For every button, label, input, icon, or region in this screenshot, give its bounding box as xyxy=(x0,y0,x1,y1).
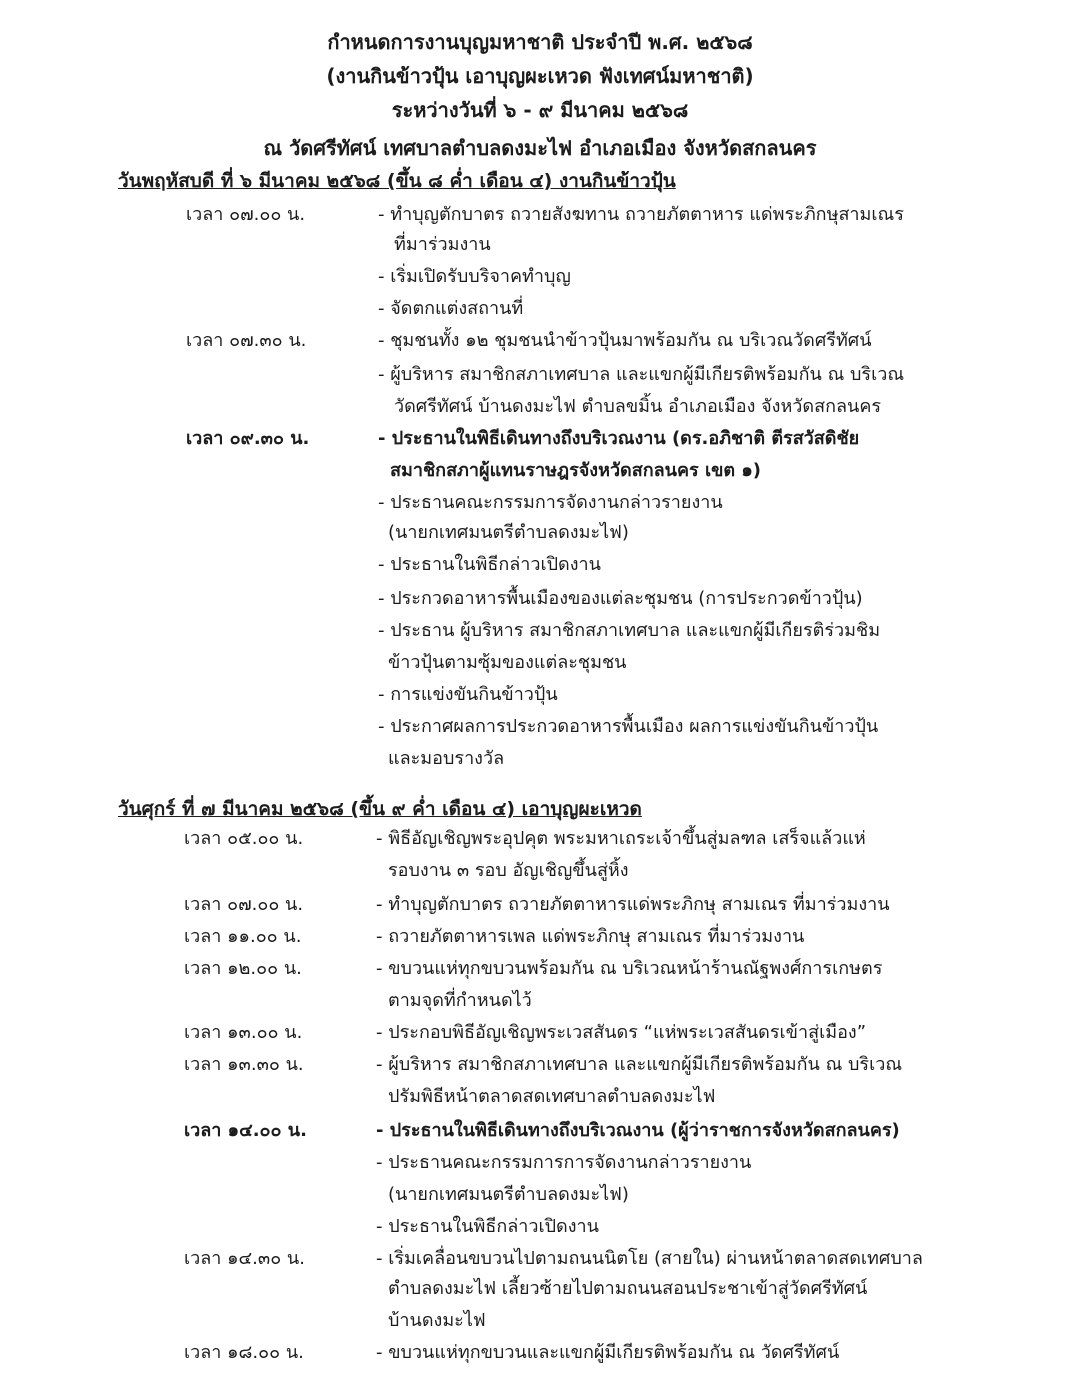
schedule-item: - ชุมชนทั้ง ๑๒ ชุมชนนำข้าวปุ้นมาพร้อมกัน ณ บริเวณวัดศรีทัศน์ xyxy=(378,330,872,351)
day2-time-8: เวลา ๑๔.๓๐ น. xyxy=(184,1248,305,1269)
schedule-item: - ประกาศผลการประกวดอาหารพื้นเมือง ผลการแข่งขันกินข้าวปุ้น xyxy=(378,716,879,737)
schedule-item: - พิธีอัญเชิญพระอุปคุต พระมหาเถระเจ้าขึ้นสู่มลฑล เสร็จแล้วแห่ xyxy=(376,828,866,849)
schedule-item: - ผู้บริหาร สมาชิกสภาเทศบาล และแขกผู้มีเกียรติพร้อมกัน ณ บริเวณ xyxy=(376,1054,903,1075)
day2-time-5: เวลา ๑๓.๐๐ น. xyxy=(184,1022,303,1043)
schedule-item: - ขบวนแห่ทุกขบวนและแขกผู้มีเกียรติพร้อมกัน ณ วัดศรีทัศน์ xyxy=(376,1342,840,1363)
schedule-item: - ประกอบพิธีอัญเชิญพระเวสสันดร “แห่พระเวสสันดรเข้าสู่เมือง” xyxy=(376,1022,867,1043)
day1-heading: วันพฤหัสบดี ที่ ๖ มีนาคม ๒๕๖๘ (ขึ้น ๘ ค่ำ เดือน ๔) งานกินข้าวปุ้น xyxy=(118,170,676,192)
schedule-item: - ประธานคณะกรรมการจัดงานกล่าวรายงาน xyxy=(378,492,723,513)
schedule-item-cont: บ้านดงมะไฟ xyxy=(388,1310,486,1331)
schedule-item-cont: รอบงาน ๓ รอบ อัญเชิญขึ้นสู่หิ้ง xyxy=(388,860,629,881)
schedule-item-cont: (นายกเทศมนตรีตำบลดงมะไฟ) xyxy=(388,522,629,543)
schedule-item-cont: สมาชิกสภาผู้แทนราษฎรจังหวัดสกลนคร เขต ๑) xyxy=(390,460,762,481)
day2-heading: วันศุกร์ ที่ ๗ มีนาคม ๒๕๖๘ (ขึ้น ๙ ค่ำ เดือน ๔) เอาบุญผะเหวด xyxy=(118,798,642,820)
schedule-item: - จัดตกแต่งสถานที่ xyxy=(378,298,524,319)
schedule-item: - ทำบุญตักบาตร ถวายภัตตาหารแด่พระภิกษุ สามเณร ที่มาร่วมงาน xyxy=(376,894,890,915)
schedule-item: - เริ่มเปิดรับบริจาคทำบุญ xyxy=(378,266,571,287)
schedule-item: - ประธานคณะกรรมการการจัดงานกล่าวรายงาน xyxy=(376,1152,752,1173)
schedule-item: - ประธานในพิธีกล่าวเปิดงาน xyxy=(376,1216,599,1237)
schedule-item: - ประธานในพิธีกล่าวเปิดงาน xyxy=(378,554,601,575)
day2-time-9: เวลา ๑๘.๐๐ น. xyxy=(184,1342,304,1363)
schedule-item: - ถวายภัตตาหารเพล แด่พระภิกษุ สามเณร ที่มาร่วมงาน xyxy=(376,926,805,947)
schedule-item-cont: (นายกเทศมนตรีตำบลดงมะไฟ) xyxy=(388,1184,629,1205)
schedule-item: - ประธานในพิธีเดินทางถึงบริเวณงาน (ผู้ว่าราชการจังหวัดสกลนคร) xyxy=(376,1120,900,1141)
schedule-item-cont: ตำบลดงมะไฟ เลี้ยวซ้ายไปตามถนนสอนประชาเข้าสู่วัดศรีทัศน์ xyxy=(388,1278,868,1299)
day1-time-2: เวลา ๐๗.๓๐ น. xyxy=(186,330,307,351)
schedule-item: - ประธานในพิธีเดินทางถึงบริเวณงาน (ดร.อภิชาติ ตีรสวัสดิชัย xyxy=(378,428,860,449)
day2-time-1: เวลา ๐๕.๐๐ น. xyxy=(184,828,304,849)
day2-time-7: เวลา ๑๔.๐๐ น. xyxy=(184,1120,307,1141)
doc-date-range: ระหว่างวันที่ ๖ - ๙ มีนาคม ๒๕๖๘ xyxy=(391,98,689,122)
day2-time-3: เวลา ๑๑.๐๐ น. xyxy=(184,926,302,947)
schedule-item-cont: วัดศรีทัศน์ บ้านดงมะไฟ ตำบลขมิ้น อำเภอเมือง จังหวัดสกลนคร xyxy=(394,396,882,417)
schedule-item: - เริ่มเคลื่อนขบวนไปตามถนนนิตโย (สายใน) ผ่านหน้าตลาดสดเทศบาล xyxy=(376,1248,923,1269)
schedule-item: - ทำบุญตักบาตร ถวายสังฆทาน ถวายภัตตาหาร แด่พระภิกษุสามเณร xyxy=(378,204,904,225)
schedule-item-cont: และมอบรางวัล xyxy=(388,748,505,769)
doc-subtitle: (งานกินข้าวปุ้น เอาบุญผะเหวด ฟังเทศน์มหาชาติ) xyxy=(326,64,754,88)
schedule-item-cont: ที่มาร่วมงาน xyxy=(394,234,491,255)
schedule-item: - ผู้บริหาร สมาชิกสภาเทศบาล และแขกผู้มีเกียรติพร้อมกัน ณ บริเวณ xyxy=(378,364,905,385)
schedule-item-cont: ข้าวปุ้นตามซุ้มของแต่ละชุมชน xyxy=(388,652,627,673)
day1-time-3: เวลา ๐๙.๓๐ น. xyxy=(186,428,310,449)
doc-title: กำหนดการงานบุญมหาชาติ ประจำปี พ.ศ. ๒๕๖๘ xyxy=(327,30,753,54)
day2-time-6: เวลา ๑๓.๓๐ น. xyxy=(184,1054,304,1075)
schedule-item-cont: ปรัมพิธีหน้าตลาดสดเทศบาลตำบลดงมะไฟ xyxy=(388,1086,716,1107)
day1-time-1: เวลา ๐๗.๐๐ น. xyxy=(186,204,306,225)
day2-time-2: เวลา ๐๗.๐๐ น. xyxy=(184,894,304,915)
doc-venue: ณ วัดศรีทัศน์ เทศบาลตำบลดงมะไฟ อำเภอเมือง จังหวัดสกลนคร xyxy=(263,136,817,160)
schedule-item: - ประธาน ผู้บริหาร สมาชิกสภาเทศบาล และแขกผู้มีเกียรติร่วมชิม xyxy=(378,620,881,641)
schedule-item-cont: ตามจุดที่กำหนดไว้ xyxy=(388,990,532,1011)
schedule-item: - ประกวดอาหารพื้นเมืองของแต่ละชุมชน (การประกวดข้าวปุ้น) xyxy=(378,588,863,609)
day2-time-4: เวลา ๑๒.๐๐ น. xyxy=(184,958,302,979)
schedule-item: - การแข่งขันกินข้าวปุ้น xyxy=(378,684,558,705)
schedule-item: - ขบวนแห่ทุกขบวนพร้อมกัน ณ บริเวณหน้าร้านณัฐพงศ์การเกษตร xyxy=(376,958,883,979)
